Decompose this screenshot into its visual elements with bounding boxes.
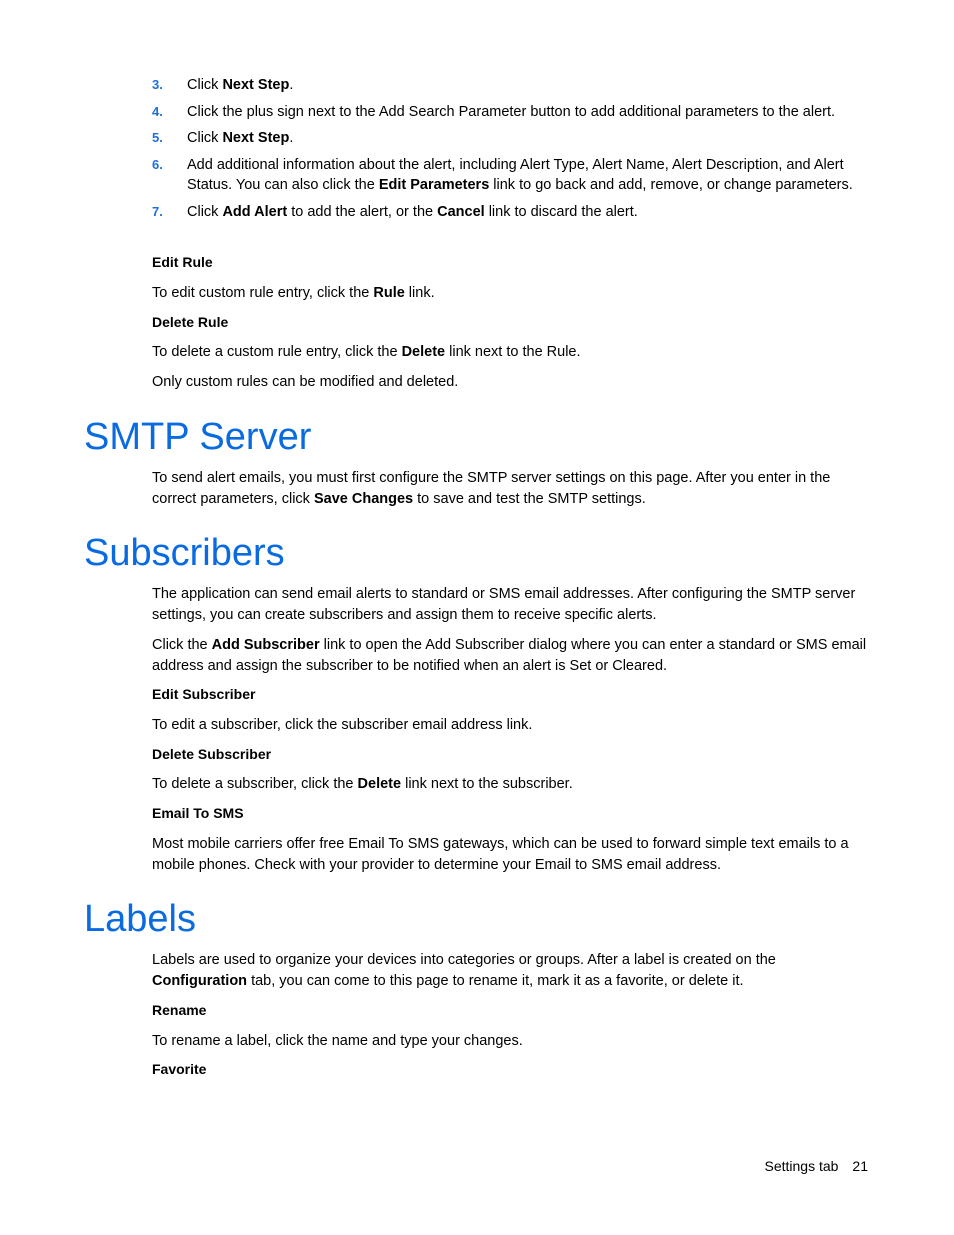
step-number: 7. xyxy=(152,203,163,219)
edit-rule-text xyxy=(152,283,872,304)
list-item xyxy=(152,155,872,196)
alert-steps-list xyxy=(152,75,872,228)
delete-rule-note: Only custom rules can be modified and deleted. xyxy=(152,374,459,390)
bold-term: Save Changes xyxy=(313,490,414,507)
list-item xyxy=(152,128,872,149)
step-text xyxy=(187,130,293,146)
smtp-server-text xyxy=(152,468,872,509)
page-number: 21 xyxy=(852,1158,868,1174)
bold-term: Next Step xyxy=(222,130,290,146)
step-number: 5. xyxy=(152,130,163,145)
page-footer xyxy=(750,1158,868,1174)
delete-rule-text xyxy=(152,342,872,363)
text-run: link. xyxy=(404,285,435,301)
step-text xyxy=(187,204,638,220)
text-run: Click the plus sign next to the Add Search Parameter button to add additional parameters to the alert. xyxy=(187,103,836,120)
edit-subscriber-text: To edit a subscriber, click the subscriber email address link. xyxy=(152,717,533,733)
text-run: Click the xyxy=(152,637,212,653)
text-run: link to go back and add, remove, or change parameters. xyxy=(489,177,853,193)
text-run: Click xyxy=(187,130,223,146)
text-run: Add additional information about the alert, including Alert Type, Alert Name, Alert Description, and Alert Status. You can also click the xyxy=(187,156,844,193)
text-run: link next to the subscriber. xyxy=(401,776,573,792)
favorite-heading: Favorite xyxy=(152,1061,207,1077)
subscribers-title: Subscribers xyxy=(84,532,285,574)
text-run: link to open the Add Subscriber dialog where you can enter a standard or SMS email address and assign the subscriber to be notified when an alert is Set or Cleared. xyxy=(152,637,867,674)
list-item xyxy=(152,202,872,223)
text-run: To edit custom rule entry, click the xyxy=(152,285,374,301)
bold-term: Rule xyxy=(373,285,405,301)
bold-term: Delete xyxy=(357,776,402,792)
step-text xyxy=(187,104,835,120)
text-run: Labels are used to organize your devices into categories or groups. After a label is created on the xyxy=(152,952,776,968)
text-run: link to discard the alert. xyxy=(484,203,638,220)
bold-term: Add Alert xyxy=(222,203,288,220)
bold-term: Edit Parameters xyxy=(378,177,490,193)
subscribers-intro: The application can send email alerts to standard or SMS email addresses. After configuring the SMTP server settings, you can create subscribers and assign them to receive specific alerts. xyxy=(152,586,856,623)
edit-rule-heading: Edit Rule xyxy=(152,254,213,270)
bold-term: Delete xyxy=(401,344,446,360)
delete-subscriber-text xyxy=(152,774,872,795)
text-run: tab, you can come to this page to rename it, mark it as a favorite, or delete it. xyxy=(247,972,744,989)
text-run: To send alert emails, you must first configure the SMTP server settings on this page. After you enter in the correct parameters, click xyxy=(152,470,831,507)
text-run: To delete a subscriber, click the xyxy=(152,776,358,792)
list-item xyxy=(152,102,872,123)
list-item xyxy=(152,75,872,96)
step-text xyxy=(187,77,293,93)
step-text xyxy=(187,157,853,194)
text-run: link next to the Rule. xyxy=(445,344,581,360)
text-run: To delete a custom rule entry, click the xyxy=(152,344,402,360)
bold-term: Add Subscriber xyxy=(211,637,320,653)
text-run: to add the alert, or the xyxy=(287,203,438,220)
text-run: Click xyxy=(187,203,223,220)
labels-title: Labels xyxy=(84,898,196,940)
text-run: to save and test the SMTP settings. xyxy=(413,490,646,507)
text-run: Click xyxy=(187,77,223,93)
rename-heading: Rename xyxy=(152,1002,207,1018)
step-number: 3. xyxy=(152,77,163,92)
delete-subscriber-heading: Delete Subscriber xyxy=(152,746,272,762)
delete-rule-heading: Delete Rule xyxy=(152,314,229,330)
step-number: 4. xyxy=(152,103,163,119)
rename-text: To rename a label, click the name and type your changes. xyxy=(152,1033,523,1049)
text-run: . xyxy=(289,77,294,93)
bold-term: Next Step xyxy=(222,77,290,93)
bold-term: Configuration xyxy=(152,972,248,989)
labels-intro xyxy=(152,950,872,991)
edit-subscriber-heading: Edit Subscriber xyxy=(152,686,256,702)
bold-term: Cancel xyxy=(437,203,485,220)
smtp-server-title: SMTP Server xyxy=(84,416,312,458)
footer-section-name: Settings tab xyxy=(764,1158,839,1174)
text-run: . xyxy=(289,130,294,146)
add-subscriber-text xyxy=(152,635,872,676)
email-to-sms-heading: Email To SMS xyxy=(152,805,244,821)
step-number: 6. xyxy=(152,156,163,172)
email-to-sms-text: Most mobile carriers offer free Email To SMS gateways, which can be used to forward simple text emails to a mobile phones. Check with your provider to determine your Email to SMS email address. xyxy=(152,836,849,873)
